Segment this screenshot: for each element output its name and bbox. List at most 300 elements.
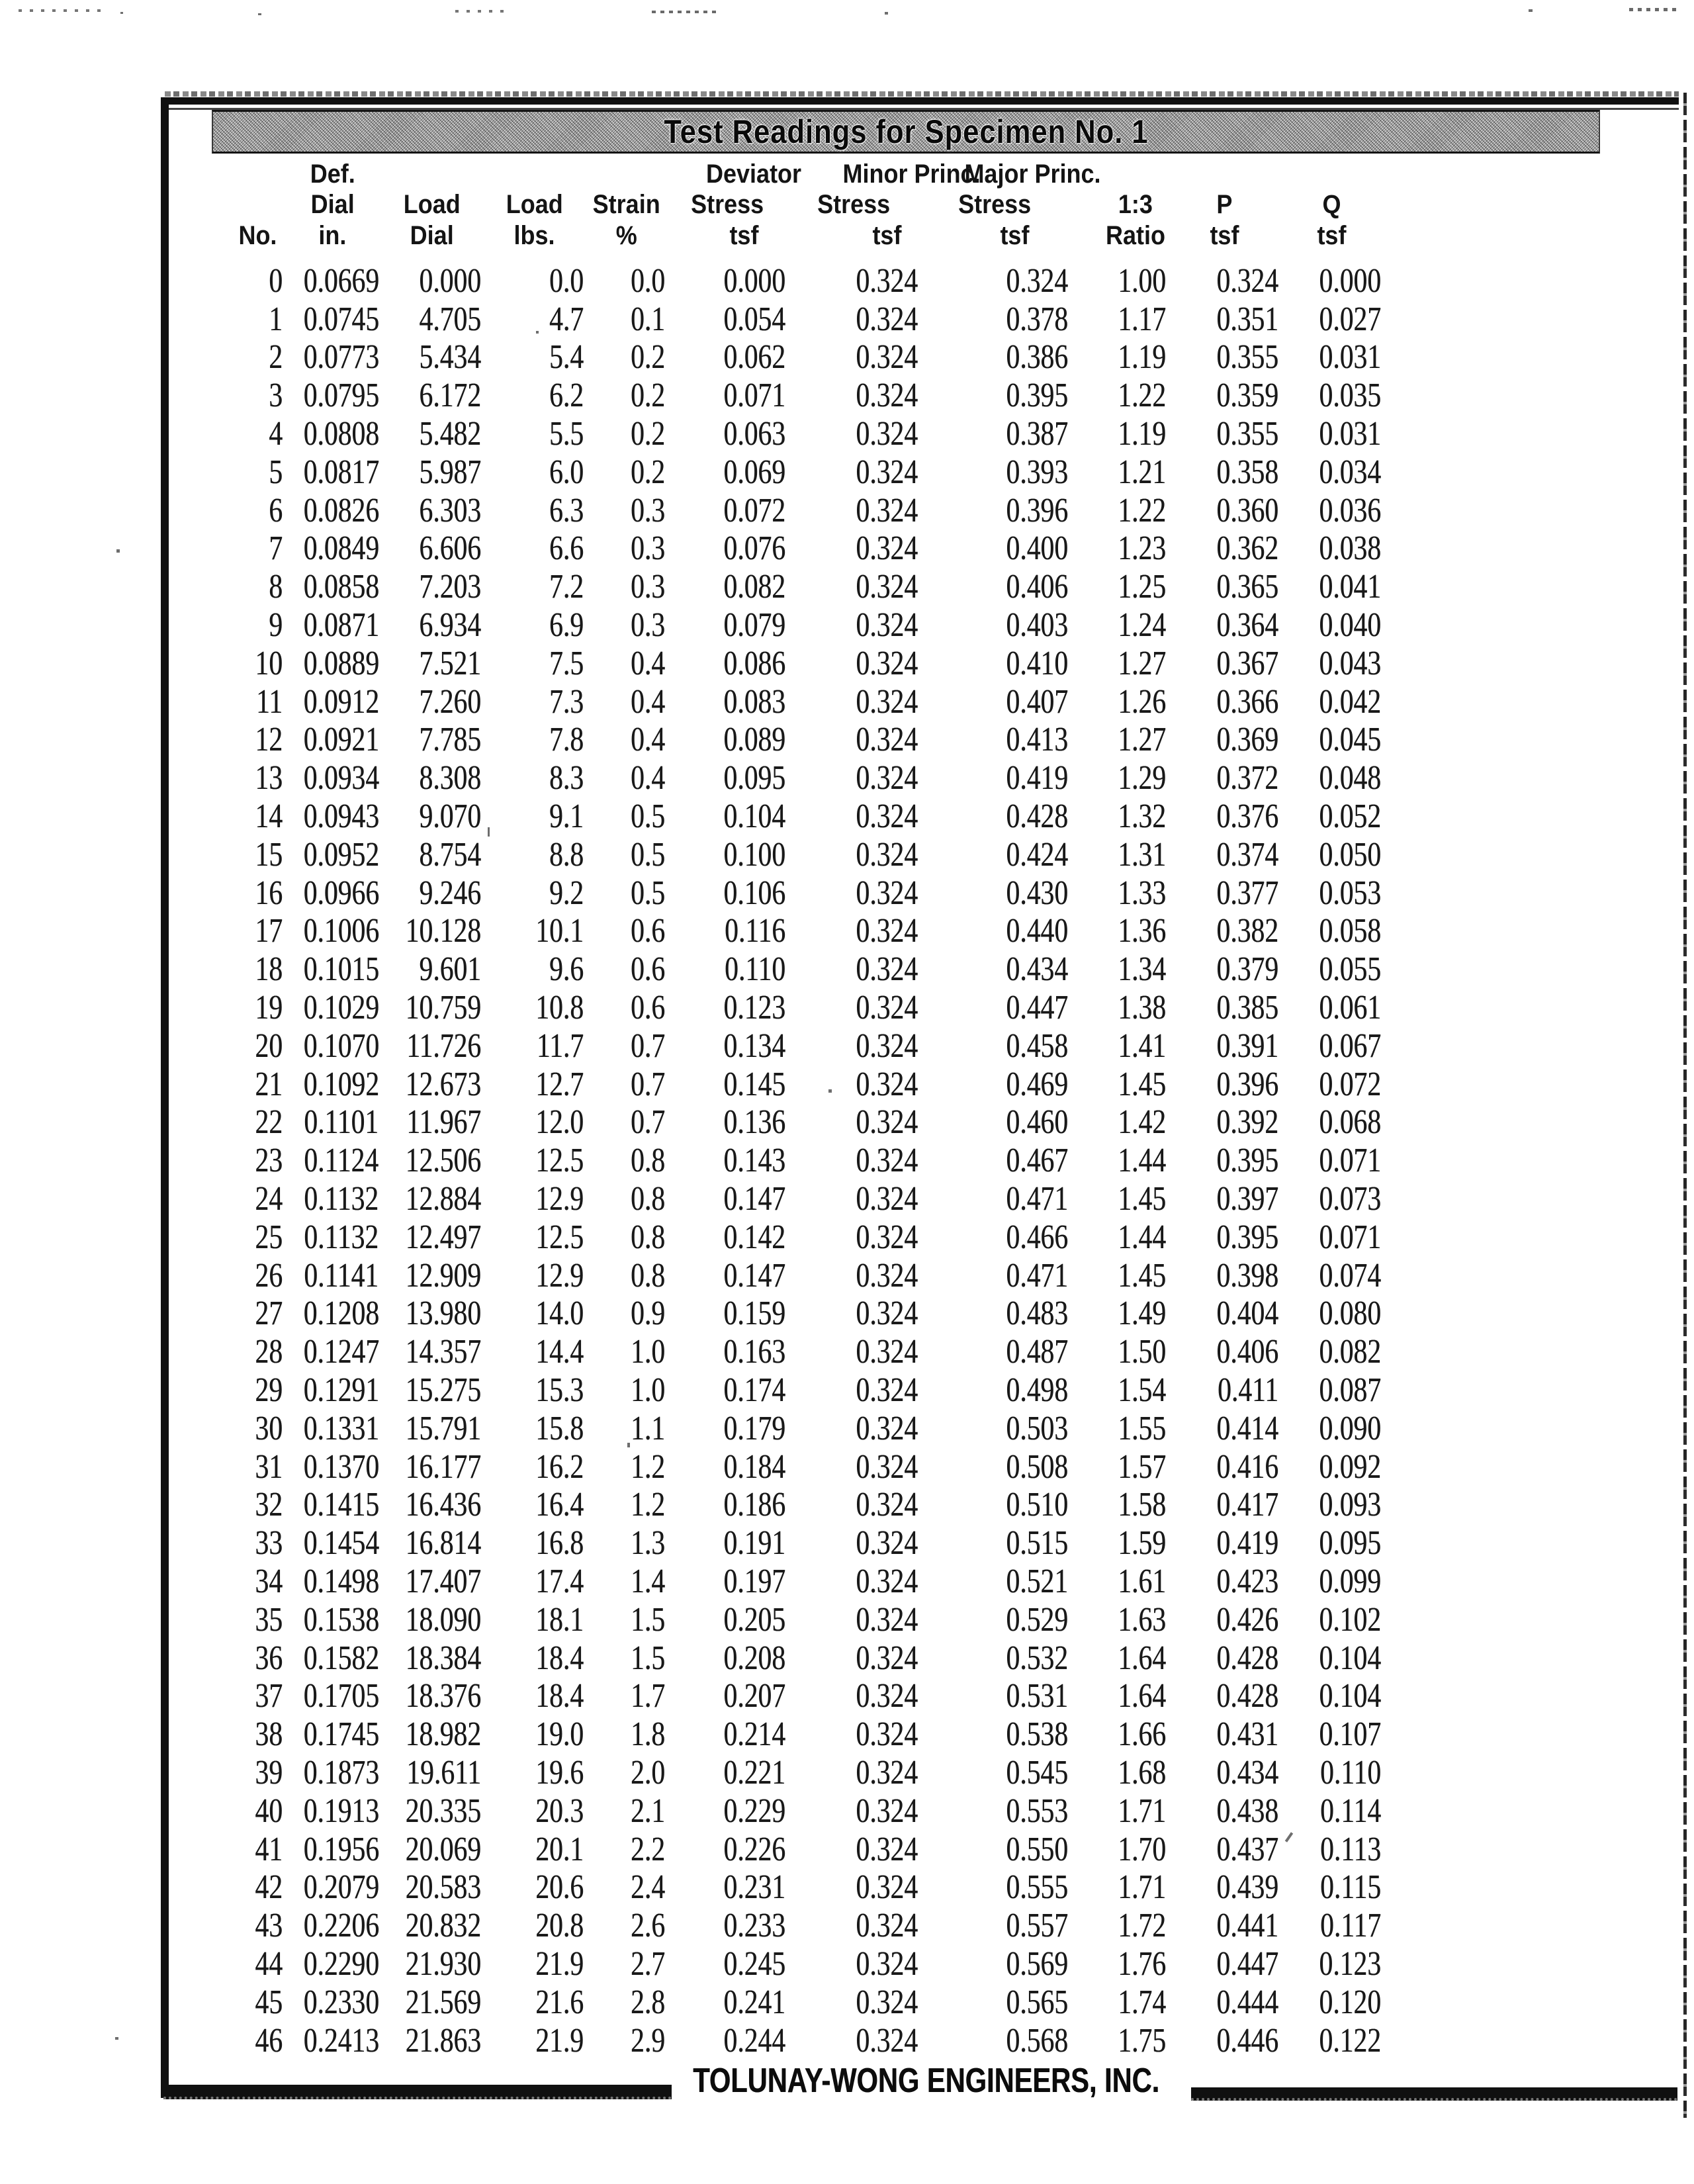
cell-p_tsf: [1168, 1831, 1280, 1869]
table-row: [205, 492, 1383, 530]
cell-def_dial_in: [285, 1831, 380, 1869]
header-ratio: Ratio: [1106, 221, 1165, 250]
cell-value: 5: [269, 453, 283, 491]
cell-load_dial: [380, 1257, 483, 1295]
header-row-2: [205, 189, 1383, 220]
cell-value: 44: [255, 1944, 283, 1983]
cell-minor_princ_stress_tsf: [787, 1448, 920, 1486]
cell-load_lbs: [483, 797, 586, 836]
cell-value: 2.2: [631, 1830, 665, 1868]
cell-value: 0.0849: [303, 529, 379, 568]
cell-def_dial_in: [285, 339, 380, 377]
cell-value: 0.0745: [303, 300, 379, 338]
cell-minor_princ_stress_tsf: [787, 950, 920, 989]
header-spacer: [205, 189, 285, 220]
cell-value: 0.048: [1319, 759, 1381, 797]
cell-value: 34: [255, 1562, 283, 1600]
cell-deviator_stress_tsf: [667, 1639, 787, 1678]
table-row: [205, 836, 1383, 874]
cell-load_dial: [380, 1983, 483, 2022]
cell-q_tsf: [1280, 300, 1383, 339]
cell-def_dial_in: [285, 1448, 380, 1486]
cell-no: [205, 950, 285, 989]
cell-value: 0.508: [1006, 1447, 1068, 1486]
header-p: P: [1216, 190, 1233, 219]
cell-deviator_stress_tsf: [667, 1410, 787, 1448]
cell-value: 1.74: [1118, 1983, 1166, 2021]
cell-def_dial_in: [285, 1868, 380, 1907]
cell-value: 0.052: [1319, 797, 1381, 836]
cell-q_tsf: [1280, 1142, 1383, 1180]
cell-deviator_stress_tsf: [667, 453, 787, 492]
cell-value: 0.403: [1006, 606, 1068, 645]
cell-no: [205, 1639, 285, 1678]
cell-major_princ_stress_tsf: [920, 1601, 1070, 1639]
cell-q_tsf: [1280, 1792, 1383, 1831]
cell-value: 0.1745: [303, 1715, 379, 1754]
cell-minor_princ_stress_tsf: [787, 1486, 920, 1525]
frame-left-border: [161, 97, 169, 2098]
cell-strain_pct: [586, 1371, 667, 1410]
header-tsf-major: tsf: [1000, 221, 1030, 250]
cell-deviator_stress_tsf: [667, 759, 787, 797]
cell-no: [205, 568, 285, 606]
cell-no: [205, 1983, 285, 2022]
cell-value: 0.351: [1216, 300, 1278, 338]
table-row: [205, 262, 1383, 300]
cell-value: 0.086: [723, 644, 785, 682]
cell-load_lbs: [483, 1486, 586, 1525]
cell-value: 0.324: [856, 950, 918, 989]
cell-value: 20.832: [405, 1907, 481, 1945]
frame-top-border: [165, 97, 1679, 105]
cell-deviator_stress_tsf: [667, 1295, 787, 1334]
cell-value: 0.107: [1319, 1715, 1381, 1754]
table-row: [205, 1715, 1383, 1754]
cell-value: 12.497: [405, 1218, 481, 1256]
cell-value: 0.444: [1216, 1983, 1278, 2021]
cell-value: 0.324: [856, 338, 918, 377]
scan-speck: [455, 10, 504, 13]
cell-value: 0.395: [1216, 1218, 1278, 1256]
cell-p_tsf: [1168, 1180, 1280, 1218]
header-q: Q: [1322, 190, 1341, 219]
cell-def_dial_in: [285, 530, 380, 569]
cell-no: [205, 262, 285, 300]
cell-def_dial_in: [285, 1142, 380, 1180]
cell-value: 1.64: [1118, 1639, 1166, 1677]
cell-def_dial_in: [285, 1257, 380, 1295]
cell-value: 2: [269, 338, 283, 377]
cell-value: 0.324: [856, 1715, 918, 1754]
cell-value: 0.0669: [303, 261, 379, 300]
cell-value: 15.8: [535, 1409, 584, 1447]
cell-deviator_stress_tsf: [667, 645, 787, 683]
cell-value: 0.027: [1319, 300, 1381, 338]
cell-value: 10.1: [535, 912, 584, 950]
table-row: [205, 415, 1383, 453]
cell-value: 0.406: [1216, 1333, 1278, 1371]
cell-value: 0.1873: [303, 1753, 379, 1792]
cell-def_dial_in: [285, 721, 380, 760]
cell-load_lbs: [483, 836, 586, 874]
cell-value: 29: [255, 1371, 283, 1409]
cell-p_tsf: [1168, 1295, 1280, 1334]
cell-major_princ_stress_tsf: [920, 797, 1070, 836]
cell-one_to_three_ratio: [1070, 377, 1168, 415]
cell-p_tsf: [1168, 1066, 1280, 1104]
cell-value: 0.324: [856, 1409, 918, 1447]
cell-value: 12.884: [405, 1180, 481, 1218]
cell-value: 0.050: [1319, 835, 1381, 874]
cell-value: 24: [255, 1180, 283, 1218]
cell-q_tsf: [1280, 1868, 1383, 1907]
cell-value: 0.099: [1319, 1562, 1381, 1600]
cell-one_to_three_ratio: [1070, 1524, 1168, 1563]
cell-value: 0.031: [1319, 338, 1381, 377]
cell-load_dial: [380, 1027, 483, 1066]
cell-value: 1.59: [1118, 1524, 1166, 1563]
cell-load_dial: [380, 1563, 483, 1601]
cell-value: 7.5: [549, 644, 584, 682]
cell-no: [205, 645, 285, 683]
cell-p_tsf: [1168, 1677, 1280, 1715]
cell-load_dial: [380, 1907, 483, 1945]
cell-value: 0.364: [1216, 606, 1278, 645]
cell-value: 15: [255, 835, 283, 874]
cell-p_tsf: [1168, 1983, 1280, 2022]
cell-minor_princ_stress_tsf: [787, 1218, 920, 1257]
cell-value: 0.458: [1006, 1026, 1068, 1065]
cell-minor_princ_stress_tsf: [787, 1831, 920, 1869]
cell-value: 7.3: [549, 682, 584, 721]
cell-value: 9.601: [419, 950, 481, 989]
cell-load_lbs: [483, 1218, 586, 1257]
cell-deviator_stress_tsf: [667, 1448, 787, 1486]
cell-value: 0.419: [1006, 759, 1068, 797]
cell-major_princ_stress_tsf: [920, 913, 1070, 951]
cell-value: 6.2: [549, 377, 584, 415]
cell-value: 16.177: [405, 1447, 481, 1486]
cell-value: 0.142: [723, 1218, 785, 1256]
cell-value: 1.45: [1118, 1180, 1166, 1218]
cell-no: [205, 1486, 285, 1525]
scan-speck: [258, 13, 261, 15]
cell-value: 0.414: [1216, 1409, 1278, 1447]
table-row: [205, 1027, 1383, 1066]
cell-one_to_three_ratio: [1070, 1218, 1168, 1257]
header-major-stress: Stress: [958, 190, 1032, 219]
table-row: [205, 1410, 1383, 1448]
cell-value: 0.410: [1006, 644, 1068, 682]
cell-value: 1.5: [631, 1639, 665, 1677]
cell-no: [205, 1715, 285, 1754]
cell-no: [205, 721, 285, 760]
cell-value: 0.8: [631, 1256, 665, 1295]
cell-value: 0.053: [1319, 874, 1381, 912]
table-row: [205, 2022, 1383, 2060]
cell-value: 7.8: [549, 721, 584, 759]
cell-value: 0.110: [724, 950, 785, 989]
cell-value: 1.49: [1118, 1295, 1166, 1333]
cell-value: 5.434: [419, 338, 481, 377]
cell-one_to_three_ratio: [1070, 1104, 1168, 1142]
cell-strain_pct: [586, 1180, 667, 1218]
cell-deviator_stress_tsf: [667, 415, 787, 453]
cell-value: 0.1132: [304, 1218, 379, 1256]
cell-value: 0.095: [1319, 1524, 1381, 1563]
cell-value: 0.7: [631, 1026, 665, 1065]
cell-load_lbs: [483, 1907, 586, 1945]
cell-no: [205, 1754, 285, 1792]
cell-value: 0.229: [723, 1792, 785, 1830]
cell-value: 0.392: [1216, 1103, 1278, 1142]
cell-load_dial: [380, 1715, 483, 1754]
cell-q_tsf: [1280, 683, 1383, 721]
cell-value: 0.068: [1319, 1103, 1381, 1142]
cell-load_lbs: [483, 568, 586, 606]
cell-value: 26: [255, 1256, 283, 1295]
cell-minor_princ_stress_tsf: [787, 568, 920, 606]
cell-value: 0.4: [631, 682, 665, 721]
cell-value: 0.359: [1216, 377, 1278, 415]
cell-value: 0.114: [1319, 1792, 1381, 1830]
cell-deviator_stress_tsf: [667, 492, 787, 530]
cell-deviator_stress_tsf: [667, 1371, 787, 1410]
cell-minor_princ_stress_tsf: [787, 1027, 920, 1066]
cell-value: 2.7: [631, 1944, 665, 1983]
cell-value: 1.63: [1118, 1600, 1166, 1639]
cell-value: 0.386: [1006, 338, 1068, 377]
cell-value: 10.128: [405, 912, 481, 950]
cell-value: 1.19: [1118, 415, 1166, 453]
cell-load_lbs: [483, 1027, 586, 1066]
header-tsf-p: tsf: [1209, 221, 1239, 250]
cell-value: 2.0: [631, 1753, 665, 1792]
cell-p_tsf: [1168, 989, 1280, 1027]
cell-value: 0.231: [723, 1868, 785, 1907]
cell-value: 14.0: [535, 1295, 584, 1333]
cell-load_dial: [380, 683, 483, 721]
table-row: [205, 1563, 1383, 1601]
cell-no: [205, 606, 285, 645]
cell-value: 6.172: [419, 377, 481, 415]
cell-deviator_stress_tsf: [667, 1907, 787, 1945]
cell-one_to_three_ratio: [1070, 530, 1168, 569]
cell-major_princ_stress_tsf: [920, 683, 1070, 721]
cell-load_dial: [380, 989, 483, 1027]
cell-value: 0.428: [1216, 1677, 1278, 1715]
cell-value: 0.446: [1216, 2021, 1278, 2060]
cell-value: 0.5: [631, 797, 665, 836]
cell-load_lbs: [483, 913, 586, 951]
cell-q_tsf: [1280, 1448, 1383, 1486]
cell-minor_princ_stress_tsf: [787, 721, 920, 760]
cell-major_princ_stress_tsf: [920, 836, 1070, 874]
cell-q_tsf: [1280, 1486, 1383, 1525]
cell-value: 0.8: [631, 1180, 665, 1218]
header-no: No.: [238, 221, 277, 250]
cell-load_dial: [380, 2022, 483, 2060]
footer-rule-right: [1191, 2087, 1677, 2101]
cell-value: 0.061: [1319, 989, 1381, 1027]
cell-major_princ_stress_tsf: [920, 1066, 1070, 1104]
cell-value: 0.382: [1216, 912, 1278, 950]
cell-def_dial_in: [285, 1410, 380, 1448]
cell-value: 0.1006: [303, 912, 379, 950]
cell-strain_pct: [586, 1639, 667, 1678]
cell-value: 0.471: [1006, 1180, 1068, 1218]
cell-p_tsf: [1168, 1868, 1280, 1907]
cell-value: 3: [269, 377, 283, 415]
cell-deviator_stress_tsf: [667, 683, 787, 721]
cell-one_to_three_ratio: [1070, 2022, 1168, 2060]
cell-value: 10.759: [405, 989, 481, 1027]
cell-value: 0.447: [1216, 1944, 1278, 1983]
cell-strain_pct: [586, 1563, 667, 1601]
cell-strain_pct: [586, 1142, 667, 1180]
cell-value: 0.423: [1216, 1562, 1278, 1600]
cell-value: 0.116: [724, 912, 785, 950]
cell-value: 1.55: [1118, 1409, 1166, 1447]
cell-value: 0.079: [723, 606, 785, 645]
cell-value: 0.071: [723, 377, 785, 415]
cell-minor_princ_stress_tsf: [787, 1563, 920, 1601]
cell-value: 0.324: [1006, 261, 1068, 300]
cell-value: 0.113: [1319, 1830, 1381, 1868]
cell-q_tsf: [1280, 1983, 1383, 2022]
cell-load_dial: [380, 759, 483, 797]
cell-def_dial_in: [285, 1371, 380, 1410]
cell-minor_princ_stress_tsf: [787, 874, 920, 913]
table-row: [205, 1868, 1383, 1907]
cell-load_dial: [380, 492, 483, 530]
cell-def_dial_in: [285, 683, 380, 721]
cell-value: 0.2413: [303, 2021, 379, 2060]
cell-value: 0.324: [856, 300, 918, 338]
cell-one_to_three_ratio: [1070, 874, 1168, 913]
cell-value: 0.0912: [303, 682, 379, 721]
cell-one_to_three_ratio: [1070, 1983, 1168, 2022]
scan-speck: [120, 12, 123, 14]
cell-value: 0.324: [856, 1562, 918, 1600]
cell-value: 1.5: [631, 1600, 665, 1639]
cell-load_lbs: [483, 1754, 586, 1792]
cell-load_dial: [380, 1792, 483, 1831]
cell-deviator_stress_tsf: [667, 1601, 787, 1639]
cell-load_dial: [380, 1831, 483, 1869]
cell-value: 0.1132: [304, 1180, 379, 1218]
cell-major_princ_stress_tsf: [920, 1295, 1070, 1334]
cell-q_tsf: [1280, 339, 1383, 377]
cell-def_dial_in: [285, 377, 380, 415]
cell-p_tsf: [1168, 262, 1280, 300]
cell-load_lbs: [483, 1639, 586, 1678]
cell-value: 7.260: [419, 682, 481, 721]
cell-one_to_three_ratio: [1070, 1027, 1168, 1066]
cell-value: 0.521: [1006, 1562, 1068, 1600]
cell-value: 27: [255, 1295, 283, 1333]
cell-value: 0.082: [1319, 1333, 1381, 1371]
cell-minor_princ_stress_tsf: [787, 1907, 920, 1945]
cell-value: 0.324: [856, 1753, 918, 1792]
table-row: [205, 1448, 1383, 1486]
cell-value: 0.460: [1006, 1103, 1068, 1142]
cell-no: [205, 453, 285, 492]
cell-value: 18.384: [405, 1639, 481, 1677]
cell-value: 0.378: [1006, 300, 1068, 338]
cell-value: 1.45: [1118, 1065, 1166, 1103]
cell-value: 0.5: [631, 835, 665, 874]
cell-q_tsf: [1280, 1218, 1383, 1257]
cell-value: 23: [255, 1142, 283, 1180]
table-row: [205, 530, 1383, 569]
cell-load_dial: [380, 339, 483, 377]
cell-major_princ_stress_tsf: [920, 874, 1070, 913]
cell-value: 12.7: [535, 1065, 584, 1103]
cell-one_to_three_ratio: [1070, 262, 1168, 300]
cell-value: 1.27: [1118, 644, 1166, 682]
cell-value: 0.1538: [303, 1600, 379, 1639]
cell-q_tsf: [1280, 1257, 1383, 1295]
cell-p_tsf: [1168, 950, 1280, 989]
cell-value: 0.147: [723, 1180, 785, 1218]
cell-no: [205, 683, 285, 721]
cell-one_to_three_ratio: [1070, 1831, 1168, 1869]
cell-value: 9.2: [549, 874, 584, 912]
cell-value: 30: [255, 1409, 283, 1447]
cell-value: 0.538: [1006, 1715, 1068, 1754]
cell-major_princ_stress_tsf: [920, 1333, 1070, 1371]
cell-value: 21.569: [405, 1983, 481, 2021]
cell-one_to_three_ratio: [1070, 339, 1168, 377]
cell-major_princ_stress_tsf: [920, 1983, 1070, 2022]
cell-value: 0.089: [723, 721, 785, 759]
cell-q_tsf: [1280, 1180, 1383, 1218]
cell-value: 0.0808: [303, 415, 379, 453]
cell-major_princ_stress_tsf: [920, 1486, 1070, 1525]
cell-strain_pct: [586, 1218, 667, 1257]
cell-load_dial: [380, 377, 483, 415]
cell-minor_princ_stress_tsf: [787, 1754, 920, 1792]
table-row: [205, 1333, 1383, 1371]
cell-load_dial: [380, 530, 483, 569]
cell-major_princ_stress_tsf: [920, 377, 1070, 415]
header-row-1: [205, 159, 1383, 189]
cell-value: 0.324: [856, 1792, 918, 1830]
cell-value: 0.8: [631, 1142, 665, 1180]
cell-no: [205, 1218, 285, 1257]
cell-value: 0.045: [1319, 721, 1381, 759]
scan-speck: [19, 9, 108, 12]
cell-value: 0.531: [1006, 1677, 1068, 1715]
cell-minor_princ_stress_tsf: [787, 1257, 920, 1295]
cell-one_to_three_ratio: [1070, 1066, 1168, 1104]
cell-one_to_three_ratio: [1070, 797, 1168, 836]
cell-value: 0.092: [1319, 1447, 1381, 1486]
cell-minor_princ_stress_tsf: [787, 1410, 920, 1448]
header-spacer: [1280, 159, 1383, 189]
cell-value: 35: [255, 1600, 283, 1639]
cell-value: 1.45: [1118, 1256, 1166, 1295]
cell-p_tsf: [1168, 1218, 1280, 1257]
table-row: [205, 1907, 1383, 1945]
header-load-lbs-top: Load: [506, 190, 563, 219]
cell-value: 12.5: [535, 1218, 584, 1256]
cell-value: 0.404: [1216, 1295, 1278, 1333]
cell-load_lbs: [483, 1945, 586, 1983]
cell-value: 1.33: [1118, 874, 1166, 912]
